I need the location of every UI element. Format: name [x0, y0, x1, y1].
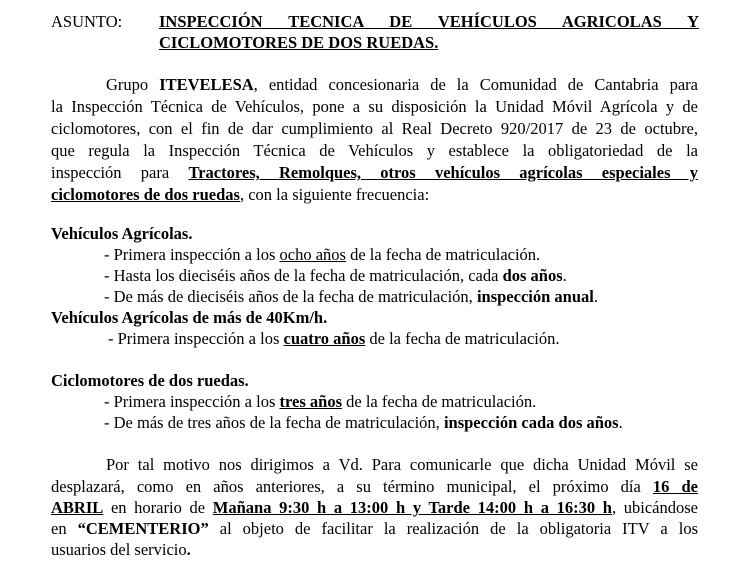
agricolas-heading: Vehículos Agrícolas.	[51, 224, 193, 243]
closing-line-4: en “CEMENTERIO” al objeto de facilitar la realización de la obligatoria ITV a los	[51, 519, 699, 538]
agricolas40-item-1: - Primera inspección a los cuatro años de la fecha de matriculación.	[108, 329, 560, 348]
intro-line-2: la Inspección Técnica de Vehículos, pone a su disposición la Unidad Móvil Agrícola y de	[51, 97, 698, 116]
intro-line-4: que regula la Inspección Técnica de Vehículos y establece la obligatoriedad de la	[51, 141, 698, 160]
asunto-title-line1: INSPECCIÓN TECNICA DE VEHÍCULOS AGRICOLAS Y	[159, 12, 699, 31]
closing-line-2: desplazará, como en años anteriores, a su término municipal, el próximo día 16 de	[51, 477, 698, 496]
closing-line-5: usuarios del servicio.	[51, 540, 191, 559]
agricolas-item-2: - Hasta los dieciséis años de la fecha de matriculación, cada dos años.	[104, 266, 567, 285]
asunto-title-line2: CICLOMOTORES DE DOS RUEDAS.	[159, 33, 439, 52]
closing-line-3: ABRIL en horario de Mañana 9:30 h a 13:00 h y Tarde 14:00 h a 16:30 h, ubicándose	[51, 498, 698, 517]
intro-line-6: ciclomotores de dos ruedas, con la siguiente frecuencia:	[51, 185, 430, 204]
asunto-label: ASUNTO:	[51, 12, 123, 31]
agricolas40-heading: Vehículos Agrícolas de más de 40Km/h.	[51, 308, 328, 327]
intro-line-1: Grupo ITEVELESA, entidad concesionaria de la Comunidad de Cantabria para	[106, 75, 698, 94]
ciclomotores-item-2: - De más de tres años de la fecha de matriculación, inspección cada dos años.	[104, 413, 623, 432]
agricolas-item-3: - De más de dieciséis años de la fecha de matriculación, inspección anual.	[104, 287, 598, 306]
ciclomotores-item-1: - Primera inspección a los tres años de la fecha de matriculación.	[104, 392, 537, 411]
closing-line-1: Por tal motivo nos dirigimos a Vd. Para comunicarle que dicha Unidad Móvil se	[106, 455, 698, 474]
intro-line-3: ciclomotores, con el fin de dar cumplimiento al Real Decreto 920/2017 de 23 de octubre,	[51, 119, 698, 138]
ciclomotores-heading: Ciclomotores de dos ruedas.	[51, 371, 249, 390]
intro-line-5: inspección para Tractores, Remolques, otros vehículos agrícolas especiales y	[51, 163, 698, 182]
agricolas-item-1: - Primera inspección a los ocho años de la fecha de matriculación.	[104, 245, 541, 264]
